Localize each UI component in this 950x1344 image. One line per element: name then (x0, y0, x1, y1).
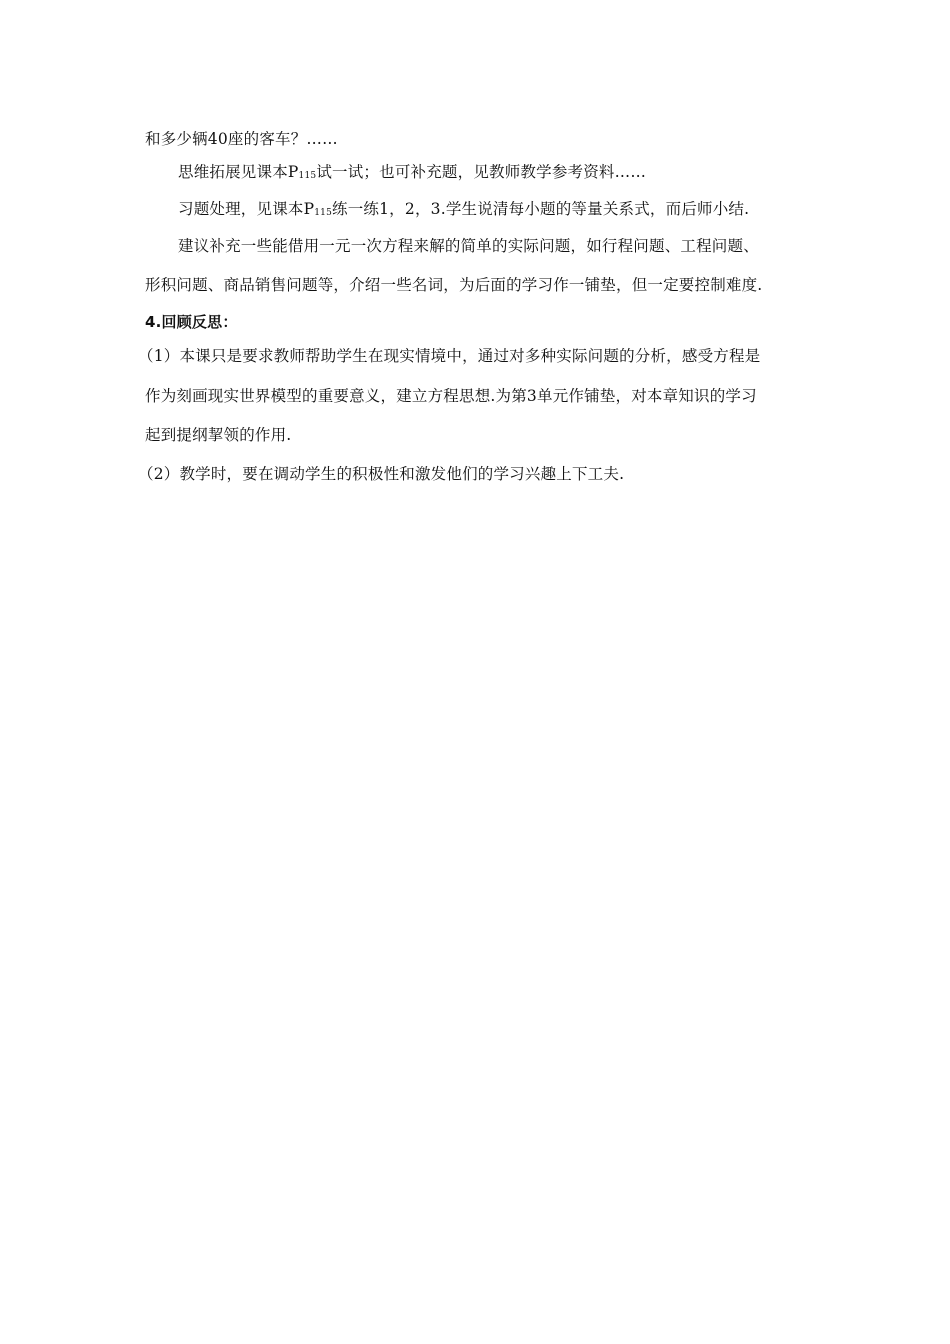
paragraph-suggestion-line-1: 建议补充一些能借用一元一次方程来解的简单的实际问题，如行程问题、工程问题、 (178, 237, 759, 255)
section-heading-review: 4.回顾反思： (145, 313, 238, 331)
paragraph-bus-question-end: 和多少辆40座的客车？…… (145, 130, 338, 148)
page-subscript: 115 (298, 171, 317, 181)
text-segment: 习题处理，见课本P (178, 200, 315, 218)
text-segment: 思维拓展见课本P (178, 163, 299, 181)
review-item-1-line-2: 作为刻画现实世界模型的重要意义，建立方程思想.为第3单元作铺垫，对本章知识的学习 (145, 387, 757, 405)
paragraph-exercise-handling (178, 199, 749, 219)
review-item-1-line-1: （1）本课只是要求教师帮助学生在现实情境中，通过对多种实际问题的分析，感受方程是 (138, 347, 761, 365)
paragraph-suggestion-line-2: 形积问题、商品销售问题等，介绍一些名词，为后面的学习作一铺垫，但一定要控制难度. (145, 276, 763, 294)
page-subscript: 115 (314, 208, 333, 218)
paragraph-thinking-extension (178, 162, 646, 182)
review-item-2-line-1: （2）教学时，要在调动学生的积极性和激发他们的学习兴趣上下工夫. (138, 465, 625, 483)
text-segment: 试一试；也可补充题，见教师教学参考资料…… (316, 163, 647, 181)
text-segment: 练一练1，2，3.学生说清每小题的等量关系式，而后师小结. (332, 200, 750, 218)
review-item-1-line-3: 起到提纲挈领的作用. (145, 426, 292, 444)
